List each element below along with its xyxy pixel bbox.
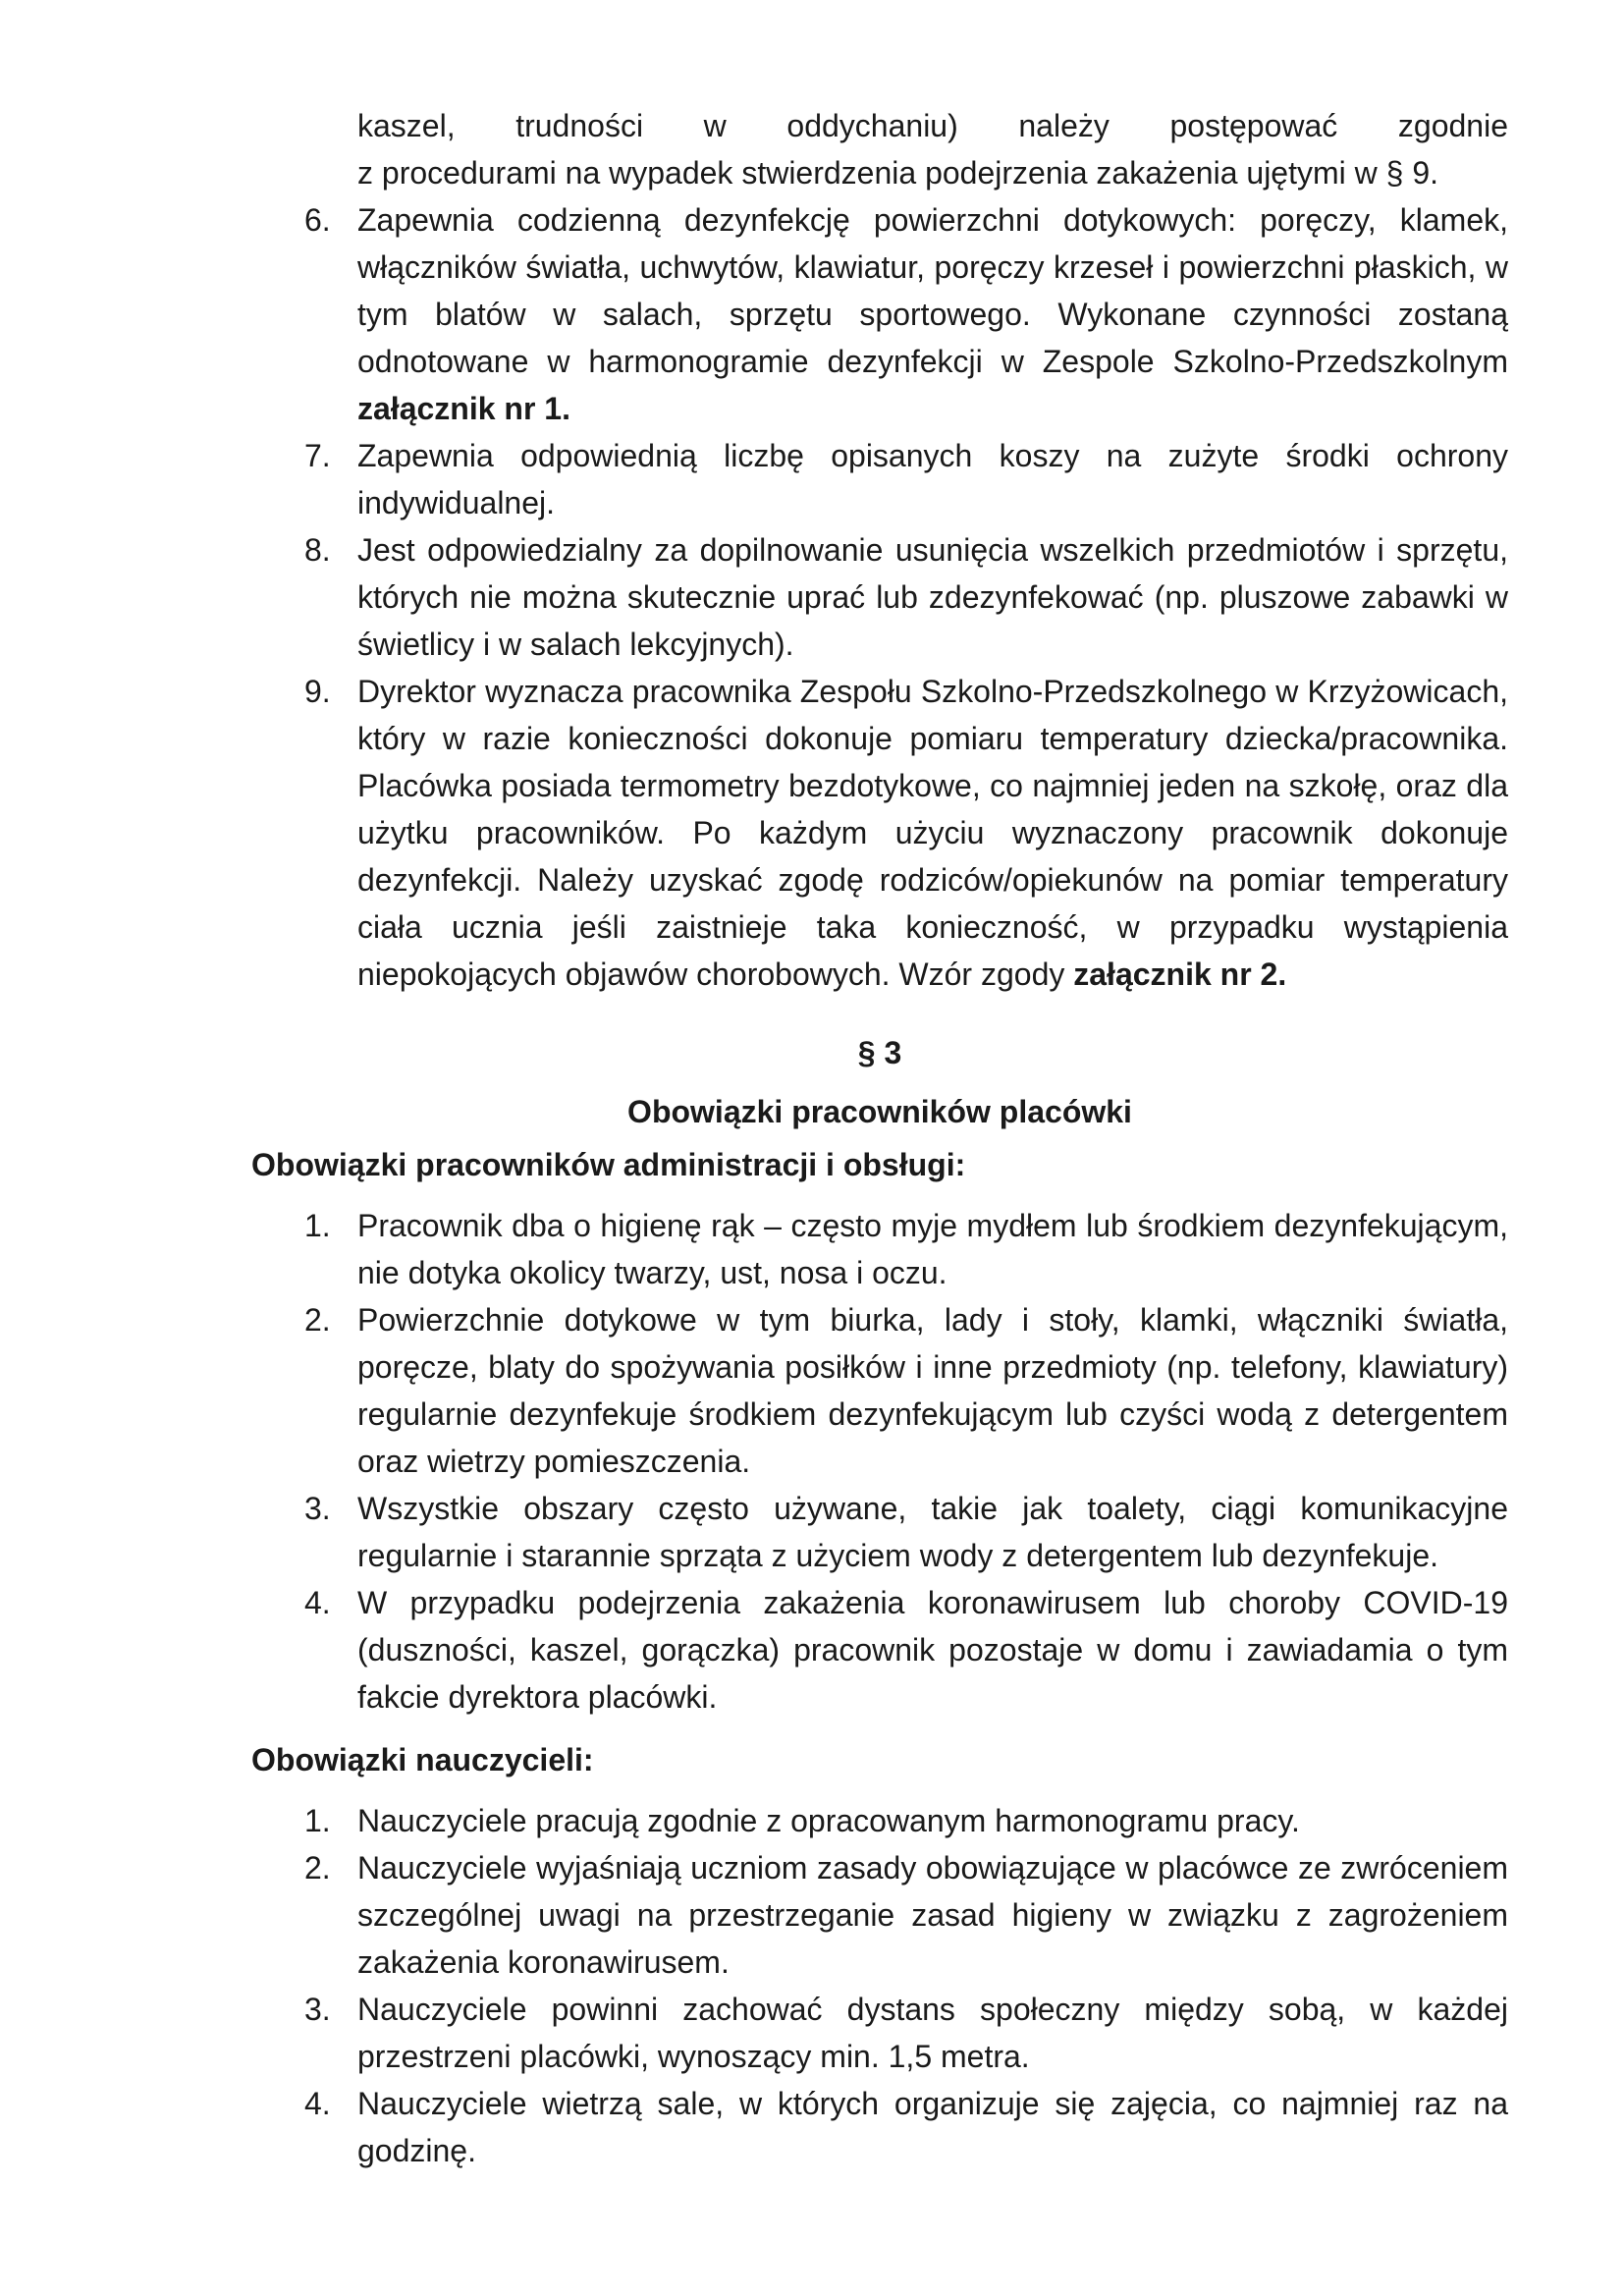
section-number: § 3 bbox=[857, 1035, 902, 1070]
continuation-line-2: z procedurami na wypadek stwierdzenia podejrzenia zakażenia ujętymi w § 9. bbox=[357, 155, 1439, 191]
list-item-text: Nauczyciele powinni zachować dystans społeczny między sobą, w każdej przestrzeni placówki, wynoszący min. 1,5 metra. bbox=[357, 1992, 1508, 2074]
list-number: 2. bbox=[304, 1302, 331, 1338]
list-item bbox=[251, 1579, 1508, 1721]
list-item bbox=[251, 668, 1508, 998]
teacher-duties-heading: Obowiązki nauczycieli: bbox=[251, 1742, 594, 1777]
list-item-text: Powierzchnie dotykowe w tym biurka, lady i stoły, klamki, włączniki światła, poręcze, blaty do spożywania posiłków i inne przedmioty (np. telefony, klawiatury) regularnie dezynfekuje środkiem dezynfekującym lub czyści wodą z detergentem oraz wietrzy pomieszczenia. bbox=[357, 1302, 1508, 1479]
list-item bbox=[251, 1202, 1508, 1296]
list-item-text: Wszystkie obszary często używane, takie jak toalety, ciągi komunikacyjne regularnie i starannie sprząta z użyciem wody z detergentem lub dezynfekuje. bbox=[357, 1491, 1508, 1573]
list-item bbox=[251, 1485, 1508, 1579]
list-number: 4. bbox=[304, 2086, 331, 2121]
list-item-text: Jest odpowiedzialny za dopilnowanie usunięcia wszelkich przedmiotów i sprzętu, których nie można skutecznie uprać lub zdezynfekować (np. pluszowe zabawki w świetlicy i w salach lekcyjnych). bbox=[357, 532, 1508, 662]
list-item bbox=[251, 1844, 1508, 1986]
list-number: 2. bbox=[304, 1850, 331, 1886]
admin-duties-heading: Obowiązki pracowników administracji i obsługi: bbox=[251, 1147, 966, 1182]
list-item-text: Dyrektor wyznacza pracownika Zespołu Szkolno-Przedszkolnego w Krzyżowicach, który w razie konieczności dokonuje pomiaru temperatury dziecka/pracownika. Placówka posiada termometry bezdotykowe, co najmniej jeden na szkołę, oraz dla użytku pracowników. Po każdym użyciu wyznaczony pracownik dokonuje dezynfekcji. Należy uzyskać zgodę rodziców/opiekunów na pomiar temperatury ciała ucznia jeśli zaistnieje taka konieczność, w przypadku wystąpienia niepokojących objawów chorobowych. Wzór zgody bbox=[357, 674, 1508, 992]
list-item bbox=[251, 1296, 1508, 1485]
list-item-text: Pracownik dba o higienę rąk – często myje mydłem lub środkiem dezynfekującym, nie dotyka okolicy twarzy, ust, nosa i oczu. bbox=[357, 1208, 1508, 1290]
duties-list-continued bbox=[251, 196, 1508, 998]
list-item bbox=[251, 1986, 1508, 2080]
list-item-text: Zapewnia codzienną dezynfekcję powierzchni dotykowych: poręczy, klamek, włączników światła, uchwytów, klawiatur, poręczy krzeseł i powierzchni płaskich, w tym blatów w salach, sprzętu sportowego. Wykonane czynności zostaną odnotowane w harmonogramie dezynfekcji w Zespole Szkolno-Przedszkolnym bbox=[357, 202, 1508, 379]
section-title: Obowiązki pracowników placówki bbox=[627, 1094, 1132, 1129]
list-number: 7. bbox=[304, 438, 331, 473]
attachment-reference: załącznik nr 1. bbox=[357, 391, 570, 426]
list-number: 6. bbox=[304, 202, 331, 238]
list-item-text: Zapewnia odpowiednią liczbę opisanych koszy na zużyte środki ochrony indywidualnej. bbox=[357, 438, 1508, 520]
list-number: 1. bbox=[304, 1208, 331, 1243]
continuation-paragraph bbox=[251, 102, 1508, 196]
list-number: 4. bbox=[304, 1585, 331, 1620]
teacher-duties-list bbox=[251, 1797, 1508, 2174]
list-number: 8. bbox=[304, 532, 331, 568]
list-item-text: W przypadku podejrzenia zakażenia koronawirusem lub choroby COVID-19 (duszności, kaszel, gorączka) pracownik pozostaje w domu i zawiadamia o tym fakcie dyrektora placówki. bbox=[357, 1585, 1508, 1715]
list-item bbox=[251, 432, 1508, 526]
list-number: 9. bbox=[304, 674, 331, 709]
list-number: 1. bbox=[304, 1803, 331, 1838]
list-item-text: Nauczyciele wietrzą sale, w których organizuje się zajęcia, co najmniej raz na godzinę. bbox=[357, 2086, 1508, 2168]
continuation-line-1: kaszel, trudności w oddychaniu) należy postępować zgodnie bbox=[357, 108, 1508, 143]
list-number: 3. bbox=[304, 1491, 331, 1526]
list-number: 3. bbox=[304, 1992, 331, 2027]
list-item bbox=[251, 1797, 1508, 1844]
attachment-reference: załącznik nr 2. bbox=[1073, 957, 1287, 992]
list-item bbox=[251, 526, 1508, 668]
document-body bbox=[251, 102, 1508, 2174]
list-item-text: Nauczyciele wyjaśniają uczniom zasady obowiązujące w placówce ze zwróceniem szczególnej uwagi na przestrzeganie zasad higieny w związku z zagrożeniem zakażenia koronawirusem. bbox=[357, 1850, 1508, 1980]
admin-duties-list bbox=[251, 1202, 1508, 1721]
list-item bbox=[251, 196, 1508, 432]
list-item bbox=[251, 2080, 1508, 2174]
list-item-text: Nauczyciele pracują zgodnie z opracowanym harmonogramu pracy. bbox=[357, 1803, 1300, 1838]
